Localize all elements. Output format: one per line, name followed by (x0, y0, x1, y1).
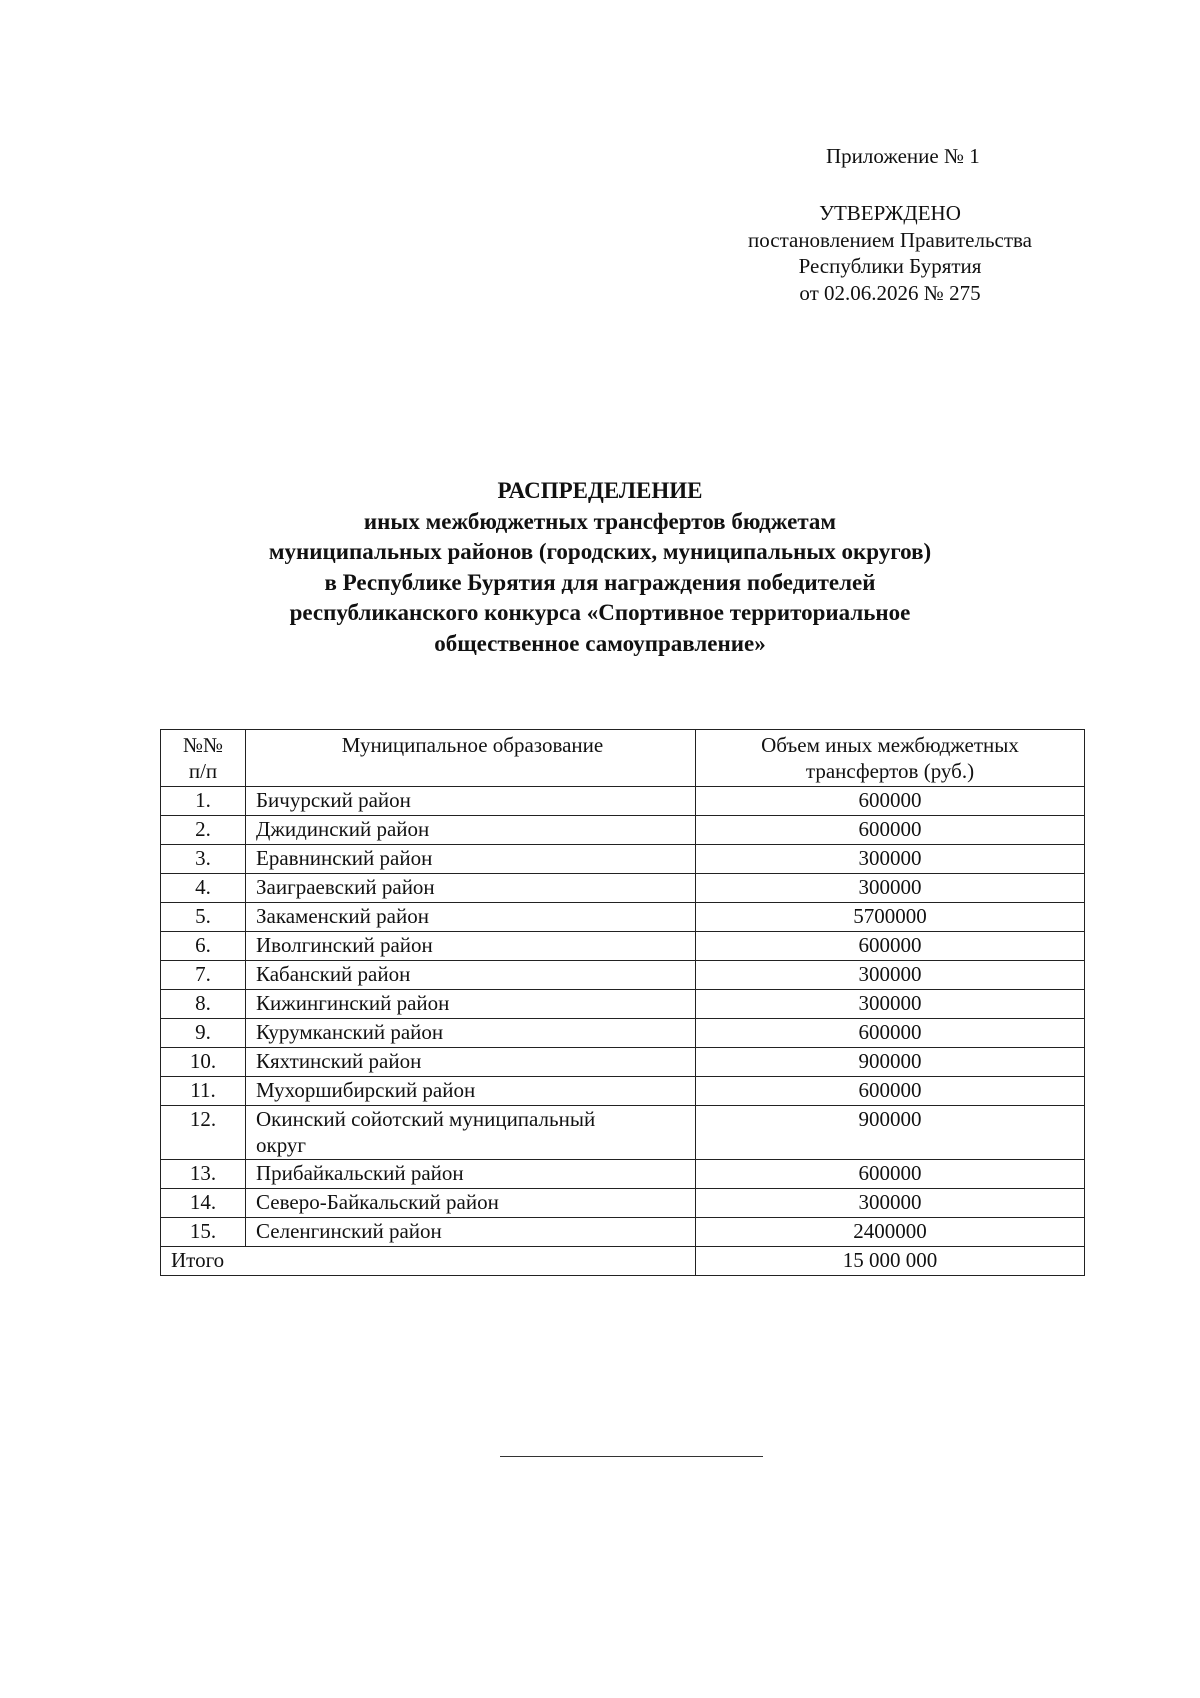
row-number: 12. (161, 1106, 246, 1160)
header-number (161, 730, 246, 787)
row-municipality: Селенгинский район (246, 1218, 696, 1247)
row-value: 600000 (696, 1019, 1085, 1048)
approval-line-4: от 02.06.2026 № 275 (799, 280, 981, 305)
row-value: 600000 (696, 1160, 1085, 1189)
row-number: 8. (161, 990, 246, 1019)
row-value: 600000 (696, 1077, 1085, 1106)
row-number: 6. (161, 932, 246, 961)
row-value: 900000 (696, 1106, 1085, 1160)
row-number: 3. (161, 845, 246, 874)
row-municipality-line-1: Окинский сойотский муниципальный (256, 1107, 596, 1131)
row-municipality (246, 1106, 696, 1160)
table-row (161, 1077, 1085, 1106)
row-value: 600000 (696, 816, 1085, 845)
row-municipality: Закаменский район (246, 903, 696, 932)
table-row (161, 961, 1085, 990)
title-line-5: республиканского конкурса «Спортивное территориальное (289, 600, 911, 625)
row-municipality: Прибайкальский район (246, 1160, 696, 1189)
approval-block (700, 200, 1080, 306)
row-municipality: Мухоршибирский район (246, 1077, 696, 1106)
appendix-label: Приложение № 1 (826, 144, 980, 168)
total-row (161, 1247, 1085, 1276)
approval-heading: УТВЕРЖДЕНО (819, 201, 961, 225)
row-value: 900000 (696, 1048, 1085, 1077)
table-row (161, 903, 1085, 932)
total-value: 15 000 000 (696, 1247, 1085, 1276)
document-title (100, 476, 1100, 659)
table-row (161, 1106, 1085, 1160)
row-number: 9. (161, 1019, 246, 1048)
row-value: 5700000 (696, 903, 1085, 932)
table-row (161, 990, 1085, 1019)
title-line-3: муниципальных районов (городских, муниципальных округов) (268, 539, 932, 564)
table-row (161, 1160, 1085, 1189)
row-value: 2400000 (696, 1218, 1085, 1247)
row-number: 4. (161, 874, 246, 903)
header-number-line-2: п/п (188, 759, 218, 783)
row-value: 600000 (696, 787, 1085, 816)
table-row (161, 1048, 1085, 1077)
row-municipality-line-2: округ (256, 1133, 307, 1157)
header-value-line-1: Объем иных межбюджетных (761, 733, 1019, 757)
row-number: 15. (161, 1218, 246, 1247)
row-value: 300000 (696, 961, 1085, 990)
row-number: 13. (161, 1160, 246, 1189)
table-header-row (161, 730, 1085, 787)
table-row (161, 874, 1085, 903)
row-municipality: Кяхтинский район (246, 1048, 696, 1077)
row-municipality: Курумканский район (246, 1019, 696, 1048)
table-row (161, 845, 1085, 874)
row-number: 1. (161, 787, 246, 816)
table-row (161, 1218, 1085, 1247)
table-row (161, 1189, 1085, 1218)
table-row (161, 1019, 1085, 1048)
row-municipality: Кижингинский район (246, 990, 696, 1019)
row-number: 11. (161, 1077, 246, 1106)
row-municipality: Заиграевский район (246, 874, 696, 903)
table-row (161, 787, 1085, 816)
row-number: 2. (161, 816, 246, 845)
header-number-line-1: №№ (182, 733, 224, 757)
row-number: 10. (161, 1048, 246, 1077)
row-value: 300000 (696, 845, 1085, 874)
table-row (161, 816, 1085, 845)
row-municipality: Кабанский район (246, 961, 696, 990)
closing-divider-line (500, 1456, 763, 1457)
title-line-6: общественное самоуправление» (434, 630, 766, 656)
header-value-line-2: трансфертов (руб.) (805, 759, 975, 783)
distribution-table (160, 729, 1085, 1276)
row-value: 300000 (696, 1189, 1085, 1218)
row-municipality: Джидинский район (246, 816, 696, 845)
row-municipality: Иволгинский район (246, 932, 696, 961)
header-value (696, 730, 1085, 787)
row-municipality: Еравнинский район (246, 845, 696, 874)
total-label: Итого (161, 1247, 696, 1276)
row-number: 5. (161, 903, 246, 932)
row-number: 14. (161, 1189, 246, 1218)
approval-line-2: постановлением Правительства (747, 227, 1032, 252)
row-municipality: Бичурский район (246, 787, 696, 816)
header-municipality: Муниципальное образование (246, 730, 696, 787)
row-number: 7. (161, 961, 246, 990)
row-value: 300000 (696, 874, 1085, 903)
row-value: 600000 (696, 932, 1085, 961)
title-line-4: в Республике Бурятия для награждения победителей (324, 569, 876, 595)
approval-line-3: Республики Бурятия (798, 254, 982, 278)
row-value: 300000 (696, 990, 1085, 1019)
title-line-2: иных межбюджетных трансфертов бюджетам (363, 508, 837, 534)
table-row (161, 932, 1085, 961)
title-line-1: РАСПРЕДЕЛЕНИЕ (497, 478, 703, 503)
row-municipality: Северо-Байкальский район (246, 1189, 696, 1218)
